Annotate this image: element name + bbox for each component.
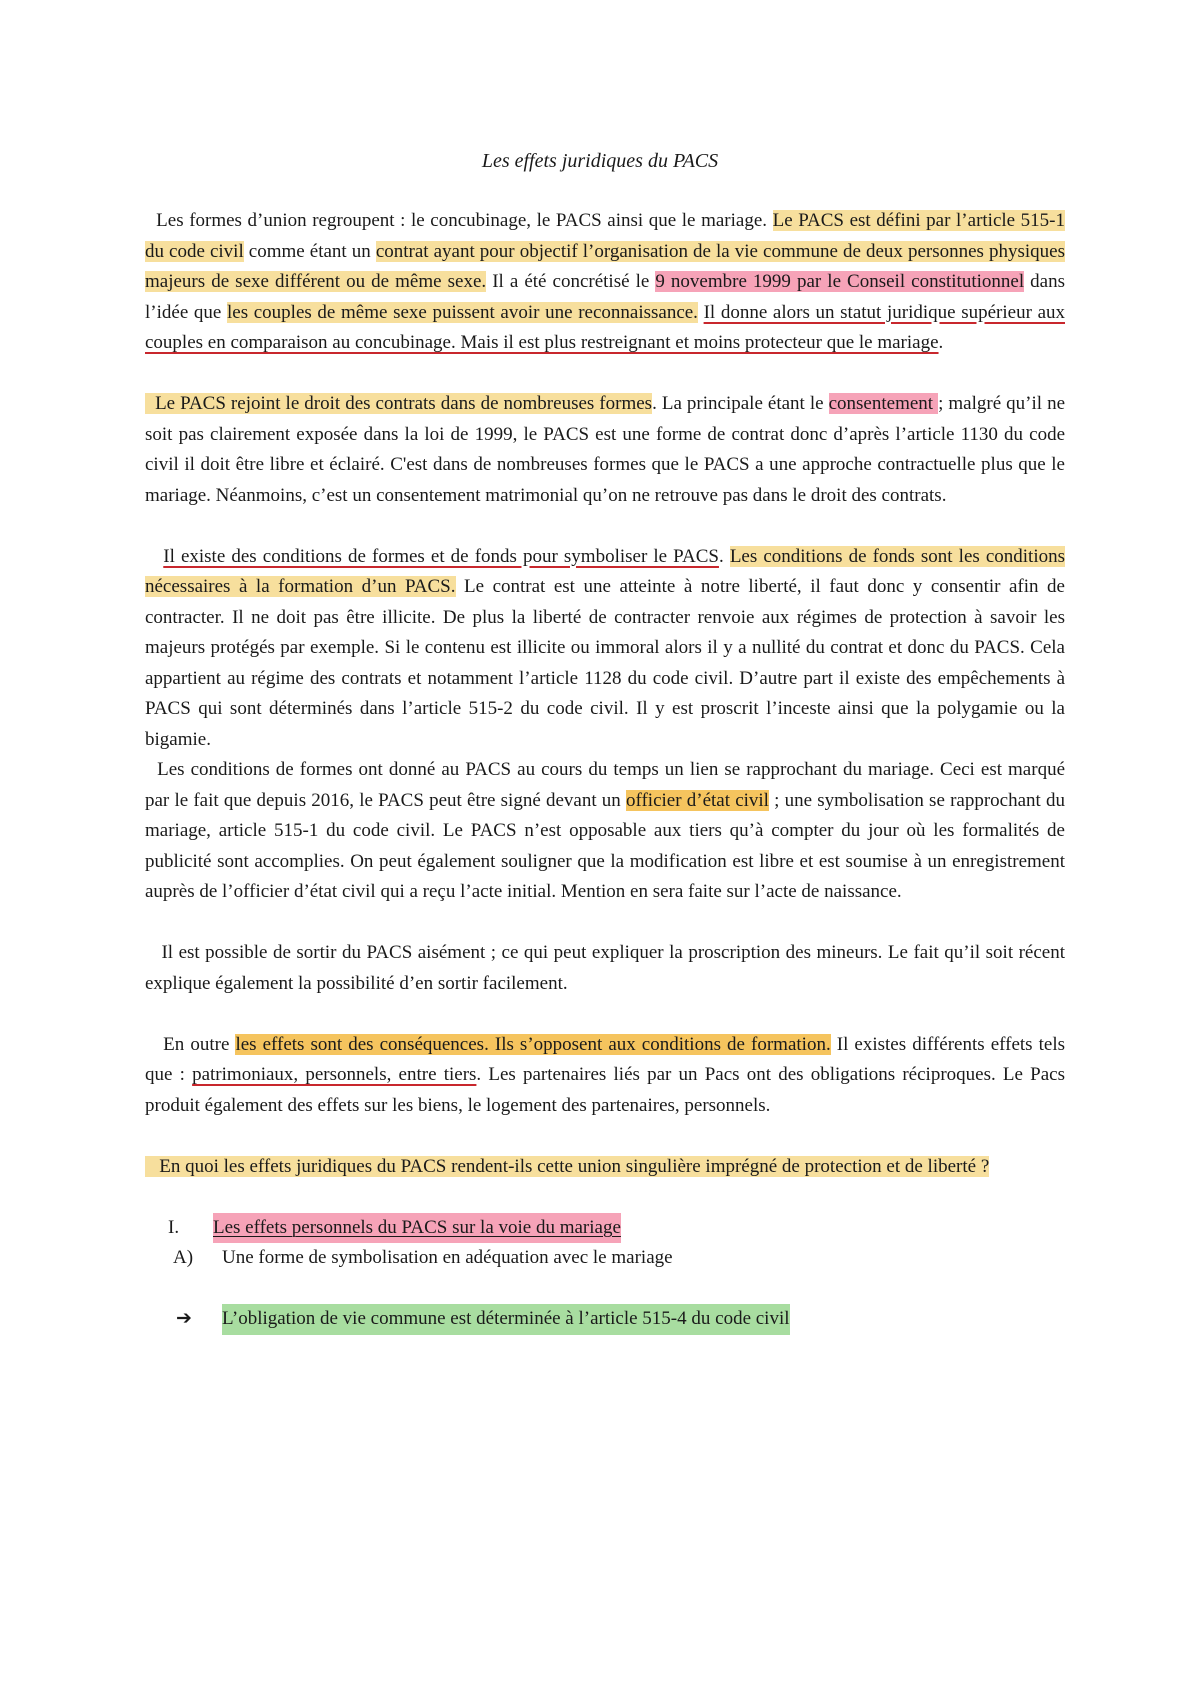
outline-item-3 xyxy=(145,1304,1065,1335)
text-run: comme étant un xyxy=(243,240,376,262)
outline-heading: Les effets personnels du PACS sur la voie du mariage xyxy=(213,1213,621,1244)
arrow-icon: ➔ xyxy=(176,1308,192,1329)
highlight-green: L’obligation de vie commune est déterminée à l’article 515-4 du code civil xyxy=(222,1304,790,1335)
text-run: ; malgré qu’il ne soit pas clairement exposée dans la loi de 1999, le PACS est une forme de contrat donc d’après l’article 1130 du code civil il doit être libre et éclairé. C'est dans de nombreuses formes que le PACS a une approche contractuelle plus que le mariage. Néanmoins, c’est un consentement matrimonial qu’on ne retrouve pas dans le droit des contrats. xyxy=(145,393,1066,506)
highlight-pink: 9 novembre 1999 par le Conseil constitutionnel xyxy=(655,271,1025,292)
highlight-yellow: En quoi les effets juridiques du PACS rendent-ils cette union singulière imprégné de protection et de liberté ? xyxy=(159,1155,990,1177)
underline-red: Il existe des conditions de formes et de fonds pour symboliser le PACS xyxy=(163,545,719,567)
text-run: ; une symbolisation se rapprochant du mariage, article 515-1 du code civil. Le PACS n’est opposable aux tiers qu’à compter du jour où les formalités de publicité sont accomplies. On peut également souligner que la modification est libre et est soumise à un enregistrement auprès de l’officier d’état civil qui a reçu l’acte initial. Mention en sera faite sur l’acte de naissance. xyxy=(145,789,1065,902)
paragraph-contract xyxy=(145,389,1065,511)
document-title: Les effets juridiques du PACS xyxy=(481,150,719,172)
paragraph-forms xyxy=(145,755,1065,908)
paragraph-exit xyxy=(145,938,1065,999)
text-run: Il a été concrétisé le xyxy=(486,271,656,292)
outline-item-1 xyxy=(145,1213,1065,1244)
highlight-orange: les effets sont des conséquences. Ils s’opposent aux conditions de formation. xyxy=(235,1033,831,1055)
text-run: . xyxy=(718,545,730,567)
outline-subheading: Une forme de symbolisation en adéquation avec le mariage xyxy=(222,1247,673,1268)
underline-red: Il donne alors un statut juridique supérieur aux couples en comparaison au concubinage. Mais il est plus restreignant et moins protecteur que le mariage xyxy=(145,301,1065,353)
document-body xyxy=(145,206,1065,1335)
text-run: En outre xyxy=(163,1033,236,1055)
text-run: Il est possible de sortir du PACS aisément ; ce qui peut expliquer la proscription des mineurs. Le fait qu’il soit récent explique également la possibilité d’en sortir facilement. xyxy=(145,942,1065,994)
paragraph-effects xyxy=(145,1030,1065,1122)
highlight-yellow: contrat ayant pour objectif l’organisation de la vie commune de deux personnes physiques majeurs de sexe différent ou de même sexe. xyxy=(145,240,1065,292)
paragraph-conditions xyxy=(145,542,1065,756)
text-run: . La principale étant le xyxy=(652,393,829,414)
outline-item-2 xyxy=(145,1243,1065,1274)
text-run: Le contrat est une atteinte à notre liberté, il faut donc y consentir afin de contracter. Il ne doit pas être illicite. De plus la liberté de contracter renvoie aux régimes de protection à savoir les majeurs protégés par exemple. Si le contenu est illicite ou immoral alors il y a nullité du contrat et donc du PACS. Cela appartient au régime des contrats et notamment l’article 1128 du code civil. D’autre part il existe des empêchements à PACS qui sont déterminés dans l’article 515-2 du code civil. Il y est proscrit l’inceste ainsi que la polygamie ou la bigamie. xyxy=(145,576,1065,750)
outline-marker: I. xyxy=(168,1216,180,1238)
text-run: . xyxy=(938,332,944,353)
outline-marker: A) xyxy=(173,1247,194,1268)
text-run: Les conditions de formes ont donné au PACS au cours du temps un lien se rapprochant du mariage. Ceci est marqué par le fait que depuis 2016, le PACS peut être signé devant un xyxy=(145,759,1066,811)
paragraph-problematic xyxy=(145,1152,1065,1183)
text-run: Les formes d’union regroupent : le concubinage, le PACS ainsi que le mariage. xyxy=(156,210,773,231)
highlight-yellow: Les conditions de fonds sont les conditions nécessaires à la formation d’un PACS. xyxy=(145,545,1066,597)
paragraph-intro xyxy=(145,206,1065,359)
highlight-yellow: les couples de même sexe puissent avoir une reconnaissance. xyxy=(226,301,698,323)
underline-red: patrimoniaux, personnels, entre tiers xyxy=(192,1064,477,1085)
highlight-pink: consentement xyxy=(828,393,939,414)
highlight-yellow: Le PACS rejoint le droit des contrats dans de nombreuses formes xyxy=(155,393,653,414)
highlight-orange: officier d’état civil xyxy=(626,789,769,811)
text-run: Il existes différents effets tels que : xyxy=(145,1033,1065,1085)
highlight-yellow: Le PACS est défini par l’article 515-1 du code civil xyxy=(145,210,1066,262)
text-run: dans l’idée que xyxy=(145,271,1065,323)
text-run: . Les partenaires liés par un Pacs ont des obligations réciproques. Le Pacs produit également des effets sur les biens, le logement des partenaires, personnels. xyxy=(145,1064,1065,1116)
